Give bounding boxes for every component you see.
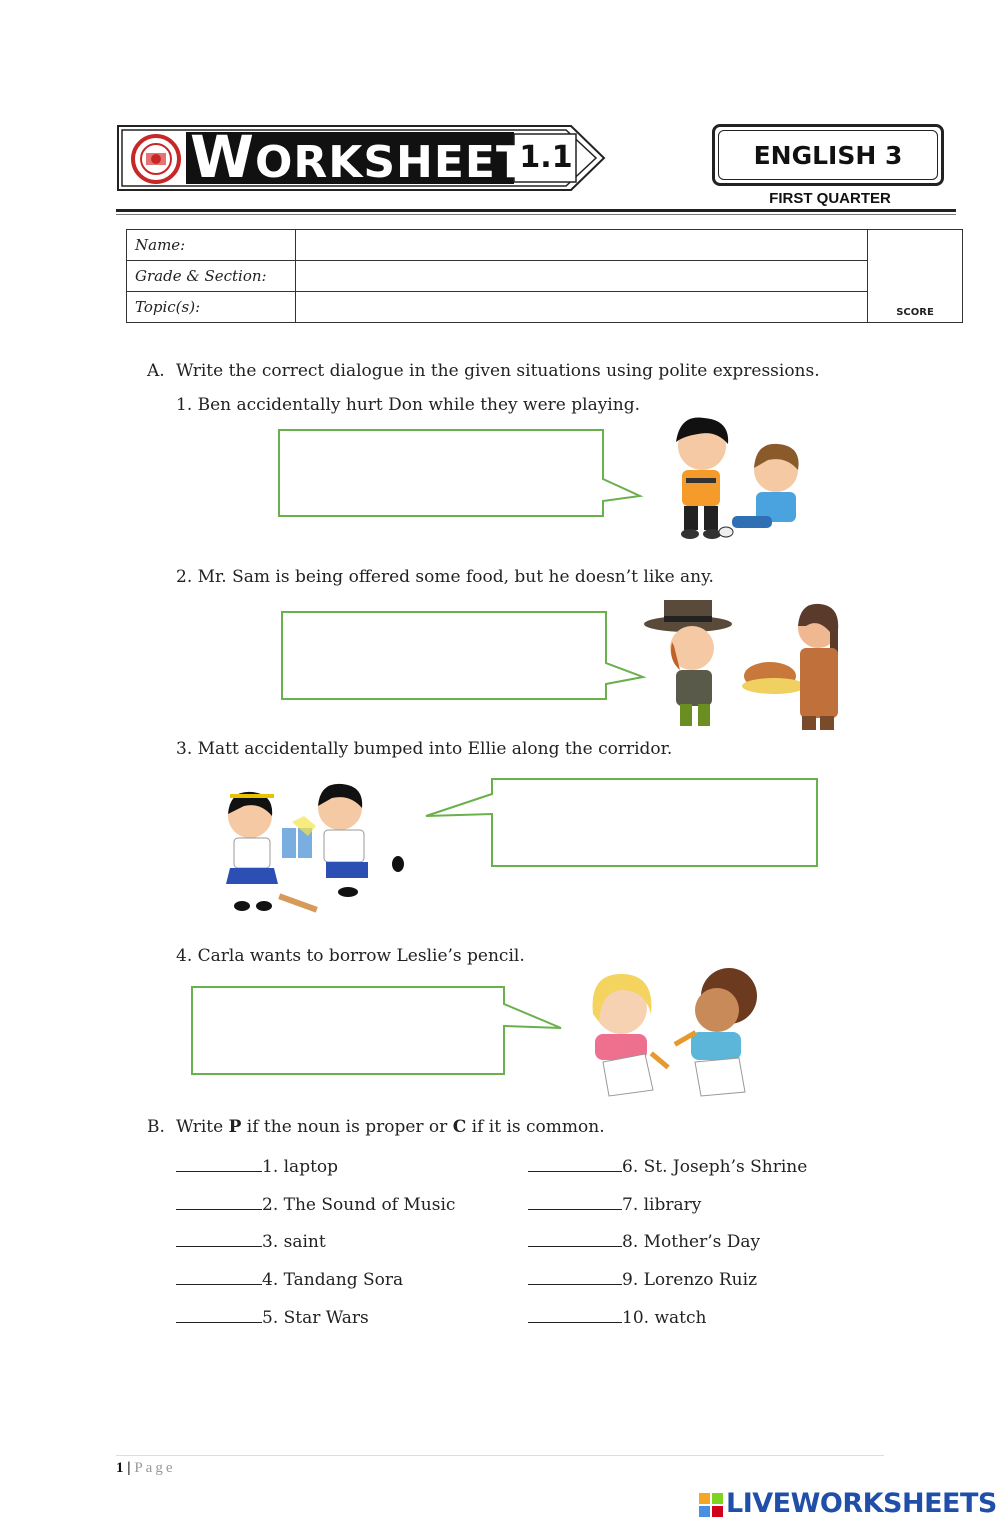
name-label: Name: bbox=[127, 230, 296, 261]
noun-item: 3. saint bbox=[176, 1230, 326, 1252]
noun-item: 2. The Sound of Music bbox=[176, 1193, 455, 1215]
answer-blank[interactable] bbox=[176, 1230, 262, 1247]
header-divider-thin bbox=[116, 214, 956, 215]
answer-blank[interactable] bbox=[176, 1306, 262, 1323]
answer-blank[interactable] bbox=[176, 1268, 262, 1285]
noun-item: 1. laptop bbox=[176, 1155, 338, 1177]
speech-bubble-3[interactable] bbox=[420, 776, 820, 870]
score-box[interactable] bbox=[868, 230, 963, 323]
situation-1: 1. Ben accidentally hurt Don while they were playing. bbox=[176, 395, 640, 415]
subject-box bbox=[712, 124, 944, 186]
kids-playing-illustration bbox=[646, 412, 811, 547]
answer-blank[interactable] bbox=[528, 1268, 622, 1285]
header-divider bbox=[116, 209, 956, 212]
score-label: SCORE bbox=[896, 307, 934, 318]
food-offering-illustration bbox=[640, 596, 850, 738]
topic-field[interactable] bbox=[296, 292, 868, 323]
liveworksheets-logo-icon bbox=[698, 1492, 724, 1518]
section-a-letter: A. bbox=[147, 361, 165, 381]
speech-bubble-2[interactable] bbox=[279, 609, 649, 704]
liveworksheets-brand[interactable]: LIVEWORKSHEETS bbox=[726, 1488, 997, 1519]
noun-item: 5. Star Wars bbox=[176, 1306, 369, 1328]
answer-blank[interactable] bbox=[528, 1155, 622, 1172]
speech-bubble-1[interactable] bbox=[276, 427, 646, 521]
worksheet-title: WORKSHEET bbox=[190, 123, 528, 191]
footer-divider bbox=[116, 1455, 884, 1456]
student-info-table bbox=[126, 229, 963, 323]
situation-3: 3. Matt accidentally bumped into Ellie along the corridor. bbox=[176, 739, 673, 759]
quarter-label: FIRST QUARTER bbox=[769, 190, 891, 207]
topic-label: Topic(s): bbox=[127, 292, 296, 323]
speech-bubble-4[interactable] bbox=[189, 984, 565, 1079]
noun-item: 9. Lorenzo Ruiz bbox=[528, 1268, 757, 1290]
answer-blank[interactable] bbox=[176, 1193, 262, 1210]
answer-blank[interactable] bbox=[528, 1193, 622, 1210]
name-field[interactable] bbox=[296, 230, 868, 261]
section-b-instruction: Write P if the noun is proper or C if it is common. bbox=[176, 1117, 605, 1137]
grade-section-label: Grade & Section: bbox=[127, 261, 296, 292]
answer-blank[interactable] bbox=[528, 1230, 622, 1247]
subject-label: ENGLISH 3 bbox=[718, 130, 938, 180]
page-number: 1 | Page bbox=[116, 1460, 176, 1476]
situation-2: 2. Mr. Sam is being offered some food, but he doesn’t like any. bbox=[176, 567, 714, 587]
school-seal-icon bbox=[128, 133, 184, 185]
answer-blank[interactable] bbox=[176, 1155, 262, 1172]
answer-blank[interactable] bbox=[528, 1306, 622, 1323]
situation-4: 4. Carla wants to borrow Leslie’s pencil. bbox=[176, 946, 525, 966]
noun-item: 10. watch bbox=[528, 1306, 706, 1328]
worksheet-number: 1.1 bbox=[519, 140, 573, 175]
noun-item: 8. Mother’s Day bbox=[528, 1230, 760, 1252]
section-b-letter: B. bbox=[147, 1117, 165, 1137]
grade-section-field[interactable] bbox=[296, 261, 868, 292]
corridor-bump-illustration bbox=[208, 776, 413, 926]
noun-item: 7. library bbox=[528, 1193, 701, 1215]
section-a-instruction: Write the correct dialogue in the given situations using polite expressions. bbox=[176, 361, 820, 381]
noun-item: 4. Tandang Sora bbox=[176, 1268, 403, 1290]
noun-item: 6. St. Joseph’s Shrine bbox=[528, 1155, 807, 1177]
borrow-pencil-illustration bbox=[575, 962, 765, 1100]
